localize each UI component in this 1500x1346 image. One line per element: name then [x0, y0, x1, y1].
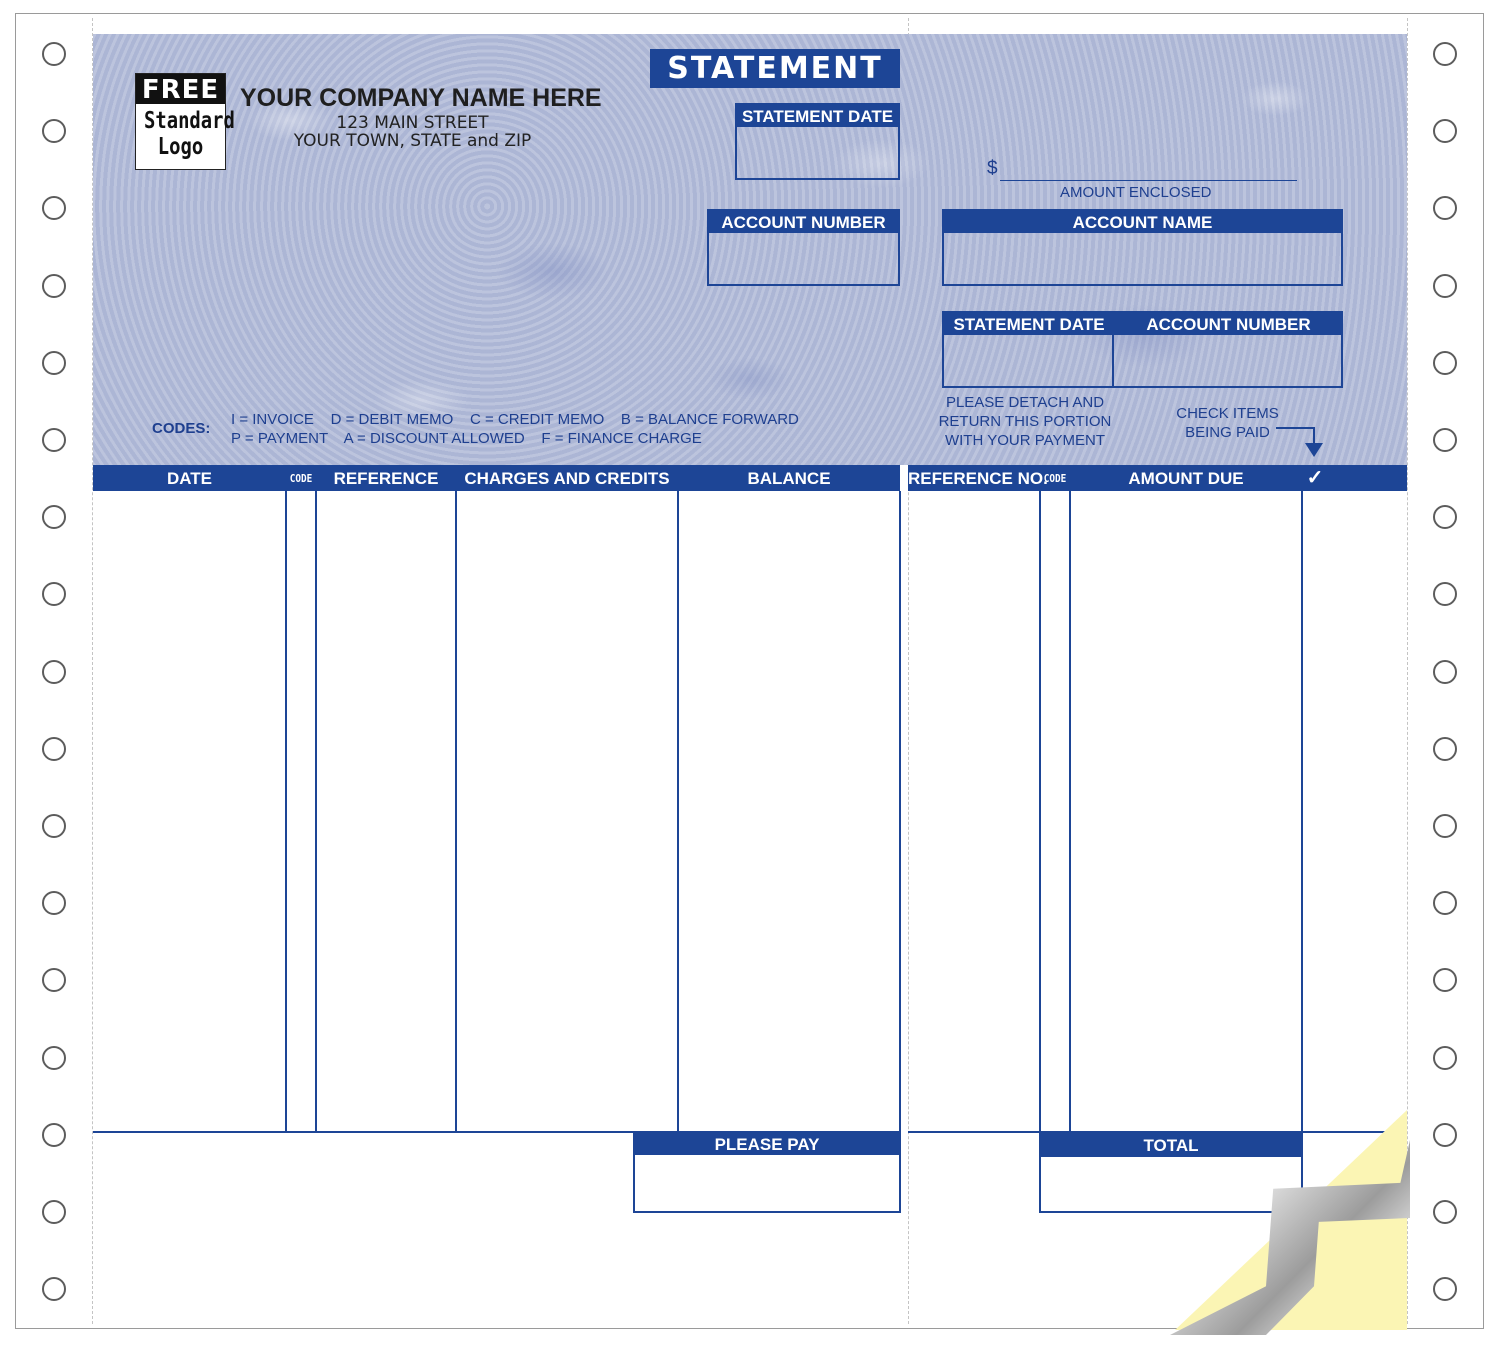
col-balance: BALANCE: [747, 469, 831, 488]
stub-account-number-input[interactable]: [1114, 335, 1341, 386]
company-name: YOUR COMPANY NAME HERE: [240, 84, 602, 112]
perforation-hole: [42, 505, 66, 529]
amount-enclosed-label: AMOUNT ENCLOSED: [1060, 184, 1212, 201]
perforation-hole: [42, 660, 66, 684]
codes-line-1: I = INVOICE D = DEBIT MEMO C = CREDIT MEMO B = BALANCE FORWARD: [231, 411, 799, 428]
account-name-label: ACCOUNT NAME: [944, 211, 1341, 233]
perforation-hole: [42, 1123, 66, 1147]
perforation-hole: [1433, 737, 1457, 761]
codes-line-2: P = PAYMENT A = DISCOUNT ALLOWED F = FINANCE CHARGE: [231, 430, 702, 447]
perforation-hole: [1433, 428, 1457, 452]
logo-free-text: FREE: [136, 74, 225, 104]
col-reference-no: REFERENCE NO.: [908, 469, 1048, 488]
perforation-hole: [42, 814, 66, 838]
perforation-hole: [1433, 1277, 1457, 1301]
perforation-hole: [1433, 42, 1457, 66]
col-line-4: [677, 491, 679, 1132]
perforation-hole: [42, 1277, 66, 1301]
account-name-field[interactable]: [942, 209, 1343, 286]
document-title: STATEMENT: [650, 49, 900, 88]
total-label: TOTAL: [1041, 1133, 1301, 1157]
check-items-line-2: BEING PAID: [1185, 424, 1270, 441]
perforation-hole: [1433, 1046, 1457, 1070]
company-street: 123 MAIN STREET: [336, 113, 489, 133]
company-logo: [135, 73, 235, 170]
col-line-7: [1069, 491, 1071, 1132]
check-items-line-1: CHECK ITEMS: [1176, 405, 1279, 422]
perforation-hole: [42, 1200, 66, 1224]
statement-date-field[interactable]: [735, 103, 900, 180]
dollar-sign: $: [987, 158, 998, 179]
please-pay-label: PLEASE PAY: [635, 1133, 899, 1155]
perforation-hole: [1433, 660, 1457, 684]
detach-line-3: WITH YOUR PAYMENT: [944, 432, 1105, 449]
logo-standard-text: Standard Logo: [144, 108, 235, 160]
col-amount-due: AMOUNT DUE: [1128, 469, 1244, 488]
stub-statement-date-label: STATEMENT DATE: [944, 313, 1114, 335]
detach-line-1: PLEASE DETACH AND: [945, 394, 1105, 411]
checkmark-icon: ✓: [1306, 467, 1324, 489]
col-line-3: [455, 491, 457, 1132]
perforation-hole: [1433, 1200, 1457, 1224]
perforation-hole: [42, 351, 66, 375]
arrow-down-icon: [1274, 425, 1326, 459]
account-number-label: ACCOUNT NUMBER: [709, 211, 898, 233]
perforation-hole: [1433, 119, 1457, 143]
company-city: YOUR TOWN, STATE and ZIP: [293, 131, 532, 151]
stub-account-number-label: ACCOUNT NUMBER: [1114, 313, 1343, 335]
amount-enclosed-line[interactable]: [1000, 180, 1297, 181]
perforation-hole: [1433, 274, 1457, 298]
please-pay-field[interactable]: [633, 1131, 901, 1213]
col-line-5: [899, 491, 901, 1213]
col-charges-credits: CHARGES AND CREDITS: [464, 469, 670, 488]
perforation-hole: [42, 891, 66, 915]
perforation-hole: [42, 737, 66, 761]
perforation-hole: [42, 428, 66, 452]
col-code-stub: CODE: [1043, 472, 1067, 485]
col-line-2: [315, 491, 317, 1132]
perforation-hole: [1433, 814, 1457, 838]
perforation-hole: [42, 1046, 66, 1070]
account-number-field[interactable]: [707, 209, 900, 286]
perforation-right: [1407, 18, 1408, 1324]
col-code: CODE: [289, 472, 313, 485]
col-line-6: [1039, 491, 1041, 1213]
col-reference: REFERENCE: [333, 469, 439, 488]
col-line-1: [285, 491, 287, 1132]
perforation-hole: [42, 274, 66, 298]
statement-date-label: STATEMENT DATE: [737, 105, 898, 127]
stub-statement-date-input[interactable]: [944, 335, 1112, 386]
perforation-hole: [1433, 351, 1457, 375]
perforation-hole: [1433, 1123, 1457, 1147]
perforation-hole: [1433, 891, 1457, 915]
detach-line-2: RETURN THIS PORTION: [938, 413, 1112, 430]
codes-label: CODES:: [152, 420, 211, 437]
col-line-8: [1301, 491, 1303, 1213]
perforation-hole: [42, 42, 66, 66]
perforation-hole: [1433, 505, 1457, 529]
total-field[interactable]: [1039, 1131, 1303, 1213]
perforation-hole: [42, 119, 66, 143]
col-date: DATE: [166, 469, 212, 488]
